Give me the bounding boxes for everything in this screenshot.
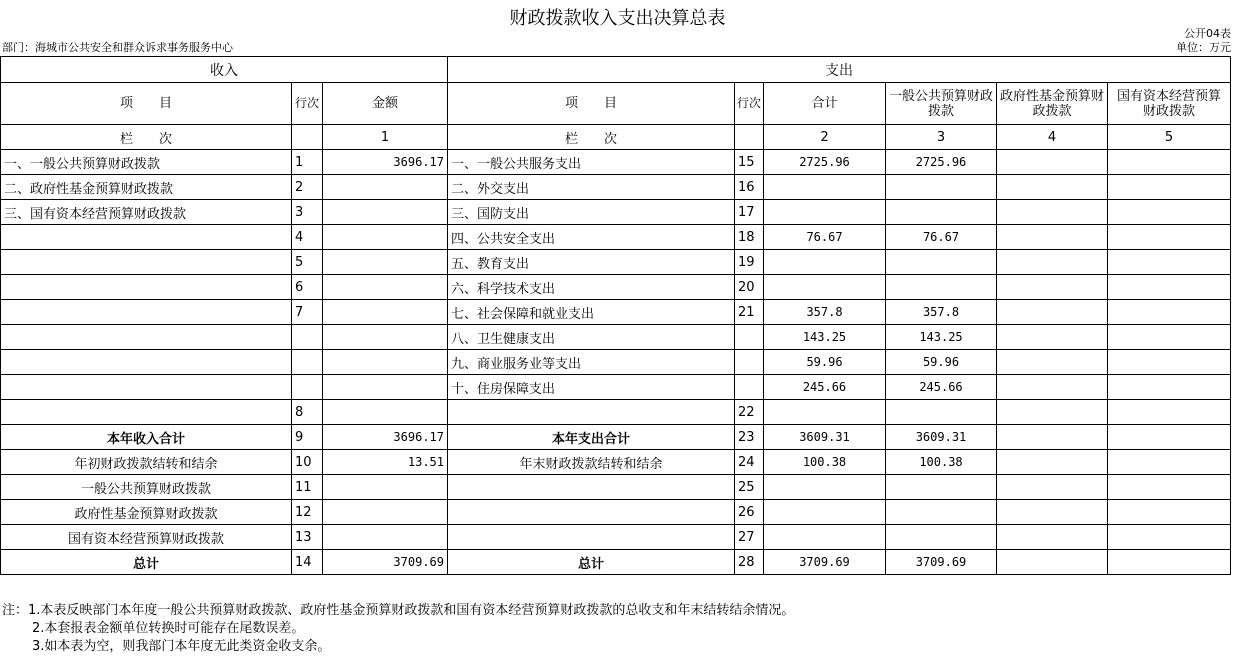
state-capital-cell	[1108, 375, 1231, 400]
income-rowno-cell: 9	[292, 425, 323, 450]
general-budget-cell: 76.67	[886, 225, 997, 250]
expense-item-cell	[448, 500, 735, 525]
income-rowno-cell	[292, 350, 323, 375]
expense-item-cell: 八、卫生健康支出	[448, 325, 735, 350]
state-capital-cell	[1108, 175, 1231, 200]
income-item-cell: 国有资本经营预算财政拨款	[1, 525, 292, 550]
general-budget-cell	[886, 525, 997, 550]
income-item-cell	[1, 350, 292, 375]
expense-rowno-cell: 25	[735, 475, 764, 500]
report-title: 财政拨款收入支出决算总表	[509, 8, 726, 29]
expense-total-cell	[764, 500, 886, 525]
expense-item-cell: 十、住房保障支出	[448, 375, 735, 400]
expense-total-cell	[764, 175, 886, 200]
state-capital-cell	[1108, 325, 1231, 350]
general-budget-cell	[886, 500, 997, 525]
state-capital-cell	[1108, 425, 1231, 450]
gov-fund-cell	[997, 200, 1108, 225]
gov-fund-cell	[997, 425, 1108, 450]
income-item-cell: 年初财政拨款结转和结余	[1, 450, 292, 475]
income-rowno-cell: 10	[292, 450, 323, 475]
income-amount-header: 金额	[323, 83, 448, 125]
department-label: 部门：海城市公共安全和群众诉求事务服务中心	[2, 41, 233, 54]
general-budget-cell	[886, 400, 997, 425]
income-rowno-cell: 12	[292, 500, 323, 525]
header-row-sections	[1, 57, 1231, 83]
footnote-1: 注：1.本表反映部门本年度一般公共预算财政拨款、政府性基金预算财政拨款和国有资本经营预算财政拨款的总收支和年末结转结余情况。	[2, 603, 795, 618]
gov-fund-cell	[997, 300, 1108, 325]
income-amount-cell	[323, 200, 448, 225]
income-amount-cell	[323, 475, 448, 500]
income-item-cell: 总计	[1, 550, 292, 575]
budget-summary-table	[0, 56, 1231, 575]
column-number-5: 5	[1108, 125, 1231, 150]
general-budget-cell: 3709.69	[886, 550, 997, 575]
expense-item-cell	[448, 525, 735, 550]
table-row	[1, 150, 1231, 175]
column-number-3: 3	[886, 125, 997, 150]
expense-rowno-cell: 17	[735, 200, 764, 225]
expense-total-cell	[764, 525, 886, 550]
state-capital-cell	[1108, 550, 1231, 575]
expense-rowno-cell: 21	[735, 300, 764, 325]
expense-column-blank	[735, 125, 764, 150]
income-item-cell: 二、政府性基金预算财政拨款	[1, 175, 292, 200]
state-capital-cell	[1108, 475, 1231, 500]
expense-rowno-cell	[735, 325, 764, 350]
expense-rowno-cell: 22	[735, 400, 764, 425]
expense-item-cell: 七、社会保障和就业支出	[448, 300, 735, 325]
table-row	[1, 250, 1231, 275]
expense-item-cell: 二、外交支出	[448, 175, 735, 200]
expense-rowno-cell: 16	[735, 175, 764, 200]
income-item-cell	[1, 275, 292, 300]
general-budget-cell	[886, 200, 997, 225]
general-budget-cell: 357.8	[886, 300, 997, 325]
income-rowno-cell: 8	[292, 400, 323, 425]
state-capital-cell	[1108, 200, 1231, 225]
expense-item-cell: 四、公共安全支出	[448, 225, 735, 250]
expense-total-cell	[764, 275, 886, 300]
expense-rowno-header: 行次	[735, 83, 764, 125]
form-code: 公开04表	[1184, 27, 1231, 40]
income-item-cell	[1, 375, 292, 400]
income-item-cell	[1, 250, 292, 275]
income-rowno-cell: 5	[292, 250, 323, 275]
income-rowno-cell	[292, 325, 323, 350]
table-row	[1, 450, 1231, 475]
state-capital-cell	[1108, 450, 1231, 475]
footnote-2: 2.本套报表金额单位转换时可能存在尾数误差。	[32, 621, 305, 636]
expense-item-header: 项 目	[448, 83, 735, 125]
table-row	[1, 475, 1231, 500]
general-budget-cell: 143.25	[886, 325, 997, 350]
income-amount-cell	[323, 300, 448, 325]
income-amount-cell: 3696.17	[323, 425, 448, 450]
income-section-header: 收入	[1, 57, 448, 83]
expense-rowno-cell: 27	[735, 525, 764, 550]
income-item-header: 项 目	[1, 83, 292, 125]
table-row	[1, 175, 1231, 200]
column-number-2: 2	[764, 125, 886, 150]
expense-item-cell: 总计	[448, 550, 735, 575]
state-capital-cell	[1108, 225, 1231, 250]
expense-total-cell	[764, 475, 886, 500]
income-item-cell: 本年收入合计	[1, 425, 292, 450]
general-budget-cell: 245.66	[886, 375, 997, 400]
expense-item-cell	[448, 400, 735, 425]
expense-total-cell: 245.66	[764, 375, 886, 400]
gov-fund-cell	[997, 250, 1108, 275]
income-rowno-cell	[292, 375, 323, 400]
state-capital-cell	[1108, 350, 1231, 375]
income-amount-cell: 3696.17	[323, 150, 448, 175]
table-row	[1, 500, 1231, 525]
expense-rowno-cell: 18	[735, 225, 764, 250]
expense-rowno-cell: 19	[735, 250, 764, 275]
expense-total-cell: 76.67	[764, 225, 886, 250]
income-amount-cell: 3709.69	[323, 550, 448, 575]
income-rowno-cell: 1	[292, 150, 323, 175]
income-amount-cell	[323, 500, 448, 525]
general-budget-cell: 59.96	[886, 350, 997, 375]
table-row	[1, 550, 1231, 575]
gov-fund-cell	[997, 275, 1108, 300]
general-budget-cell: 2725.96	[886, 150, 997, 175]
income-amount-cell	[323, 225, 448, 250]
unit-label: 单位：万元	[1176, 41, 1231, 54]
gov-fund-cell	[997, 475, 1108, 500]
income-column-blank	[292, 125, 323, 150]
gov-fund-cell	[997, 175, 1108, 200]
income-amount-cell	[323, 375, 448, 400]
income-rowno-cell: 6	[292, 275, 323, 300]
footnote-3: 3.如本表为空，则我部门本年度无此类资金收支余。	[32, 639, 331, 654]
income-item-cell: 三、国有资本经营预算财政拨款	[1, 200, 292, 225]
state-capital-cell	[1108, 150, 1231, 175]
expense-item-cell: 三、国防支出	[448, 200, 735, 225]
state-capital-cell	[1108, 525, 1231, 550]
expense-total-cell: 100.38	[764, 450, 886, 475]
income-item-cell: 一般公共预算财政拨款	[1, 475, 292, 500]
expense-rowno-cell: 24	[735, 450, 764, 475]
income-amount-cell	[323, 525, 448, 550]
gov-fund-cell	[997, 325, 1108, 350]
column-number-1: 1	[323, 125, 448, 150]
gov-fund-header: 政府性基金预算财政拨款	[997, 83, 1108, 125]
table-row	[1, 200, 1231, 225]
expense-total-cell	[764, 250, 886, 275]
table-row	[1, 525, 1231, 550]
expense-item-cell: 本年支出合计	[448, 425, 735, 450]
expense-item-cell: 九、商业服务业等支出	[448, 350, 735, 375]
footnotes	[2, 602, 794, 656]
expense-total-cell: 59.96	[764, 350, 886, 375]
expense-total-cell: 2725.96	[764, 150, 886, 175]
income-item-cell: 一、一般公共预算财政拨款	[1, 150, 292, 175]
general-budget-cell	[886, 475, 997, 500]
expense-rowno-cell	[735, 350, 764, 375]
expense-item-cell	[448, 475, 735, 500]
expense-section-header: 支出	[448, 57, 1231, 83]
table-row	[1, 425, 1231, 450]
general-budget-cell: 100.38	[886, 450, 997, 475]
state-capital-cell	[1108, 500, 1231, 525]
state-capital-header: 国有资本经营预算财政拨款	[1108, 83, 1231, 125]
gov-fund-cell	[997, 550, 1108, 575]
expense-item-cell: 六、科学技术支出	[448, 275, 735, 300]
expense-total-cell: 3609.31	[764, 425, 886, 450]
general-budget-cell: 3609.31	[886, 425, 997, 450]
income-item-cell	[1, 400, 292, 425]
expense-item-cell: 年末财政拨款结转和结余	[448, 450, 735, 475]
table-row	[1, 300, 1231, 325]
expense-item-cell: 五、教育支出	[448, 250, 735, 275]
expense-total-header: 合计	[764, 83, 886, 125]
income-amount-cell	[323, 325, 448, 350]
column-number-4: 4	[997, 125, 1108, 150]
table-row	[1, 225, 1231, 250]
income-rowno-cell: 2	[292, 175, 323, 200]
expense-rowno-cell	[735, 375, 764, 400]
expense-rowno-cell: 23	[735, 425, 764, 450]
expense-item-cell: 一、一般公共服务支出	[448, 150, 735, 175]
expense-column-label: 栏 次	[448, 125, 735, 150]
expense-total-cell	[764, 400, 886, 425]
gov-fund-cell	[997, 525, 1108, 550]
income-rowno-cell: 7	[292, 300, 323, 325]
income-rowno-cell: 3	[292, 200, 323, 225]
table-row	[1, 400, 1231, 425]
gov-fund-cell	[997, 375, 1108, 400]
expense-total-cell	[764, 200, 886, 225]
income-amount-cell	[323, 175, 448, 200]
expense-rowno-cell: 26	[735, 500, 764, 525]
income-amount-cell	[323, 350, 448, 375]
header-row-columns	[1, 83, 1231, 125]
state-capital-cell	[1108, 250, 1231, 275]
gov-fund-cell	[997, 225, 1108, 250]
general-budget-cell	[886, 275, 997, 300]
income-item-cell	[1, 300, 292, 325]
income-rowno-cell: 14	[292, 550, 323, 575]
gov-fund-cell	[997, 450, 1108, 475]
income-rowno-header: 行次	[292, 83, 323, 125]
gov-fund-cell	[997, 400, 1108, 425]
income-amount-cell: 13.51	[323, 450, 448, 475]
expense-rowno-cell: 15	[735, 150, 764, 175]
expense-rowno-cell: 28	[735, 550, 764, 575]
table-row	[1, 275, 1231, 300]
state-capital-cell	[1108, 275, 1231, 300]
income-rowno-cell: 4	[292, 225, 323, 250]
expense-total-cell: 3709.69	[764, 550, 886, 575]
expense-total-cell: 357.8	[764, 300, 886, 325]
column-number-row	[1, 125, 1231, 150]
general-budget-header: 一般公共预算财政拨款	[886, 83, 997, 125]
income-item-cell: 政府性基金预算财政拨款	[1, 500, 292, 525]
expense-rowno-cell: 20	[735, 275, 764, 300]
gov-fund-cell	[997, 500, 1108, 525]
state-capital-cell	[1108, 300, 1231, 325]
expense-total-cell: 143.25	[764, 325, 886, 350]
general-budget-cell	[886, 175, 997, 200]
table-row	[1, 325, 1231, 350]
table-row	[1, 350, 1231, 375]
income-item-cell	[1, 225, 292, 250]
income-amount-cell	[323, 400, 448, 425]
state-capital-cell	[1108, 400, 1231, 425]
income-rowno-cell: 11	[292, 475, 323, 500]
income-column-label: 栏 次	[1, 125, 292, 150]
gov-fund-cell	[997, 350, 1108, 375]
gov-fund-cell	[997, 150, 1108, 175]
general-budget-cell	[886, 250, 997, 275]
income-item-cell	[1, 325, 292, 350]
table-row	[1, 375, 1231, 400]
income-amount-cell	[323, 275, 448, 300]
income-rowno-cell: 13	[292, 525, 323, 550]
income-amount-cell	[323, 250, 448, 275]
